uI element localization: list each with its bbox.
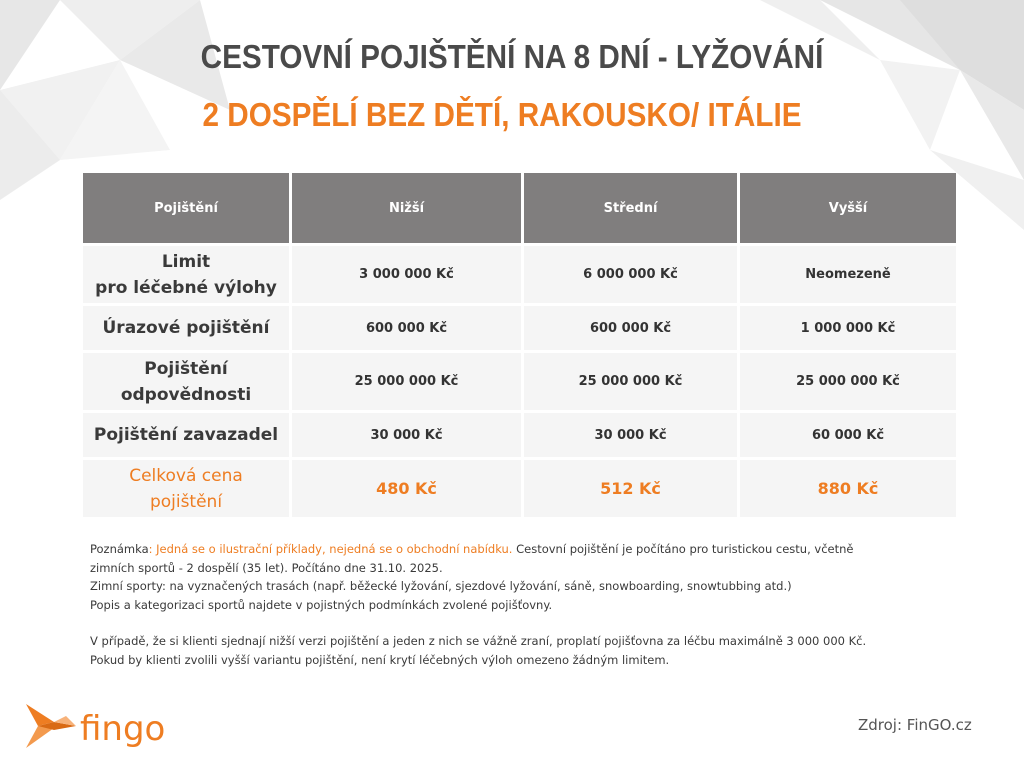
insurance-comparison-table xyxy=(80,170,959,520)
note-line: Pokud by klienti zvolili vyšší variantu pojištění, není krytí léčebných výloh omezeno žádným limitem. xyxy=(90,652,670,667)
source-credit: Zdroj: FinGO.cz xyxy=(858,716,972,734)
header-higher: Vyšší xyxy=(740,173,956,243)
value-lower: 600 000 Kč xyxy=(292,306,521,350)
table-row xyxy=(83,246,956,303)
note-line: V případě, že si klienti sjednají nižší verzi pojištění a jeden z nich se vážně zraní, proplatí pojišťovna za léčbu maximálně 3 000 000 Kč. xyxy=(90,634,867,648)
value-lower: 30 000 Kč xyxy=(292,413,521,457)
table-row xyxy=(83,413,956,457)
note-line: Poznámka: Jedná se o ilustrační příklady, nejedná se o obchodní nabídku. Cestovní pojištění je počítáno pro turistickou cestu, včetně xyxy=(90,542,854,556)
value-middle: 30 000 Kč xyxy=(524,413,737,457)
footnote-text xyxy=(90,540,950,669)
header-middle: Střední xyxy=(524,173,737,243)
note-line: Zimní sporty: na vyznačených trasách (např. běžecké lyžování, sjezdové lyžování, sáně, snowboarding, snowtubbing atd.) xyxy=(90,579,792,593)
table-row xyxy=(83,353,956,410)
note-line: zimních sportů - 2 dospělí (35 let). Počítáno dne 31.10. 2025. xyxy=(90,560,443,575)
table-header-row xyxy=(83,173,956,243)
value-higher: Neomezeně xyxy=(740,246,956,303)
total-lower: 480 Kč xyxy=(292,460,521,517)
row-label: Limit pro léčebné výlohy xyxy=(83,246,289,303)
note-highlight: : Jedná se o ilustrační příklady, nejedná se o obchodní nabídku. xyxy=(148,542,513,556)
value-higher: 25 000 000 Kč xyxy=(740,353,956,410)
fingo-fish-icon xyxy=(26,704,76,748)
total-higher: 880 Kč xyxy=(740,460,956,517)
fingo-logo xyxy=(24,700,194,752)
row-label: Úrazové pojištění xyxy=(83,306,289,350)
value-middle: 6 000 000 Kč xyxy=(524,246,737,303)
total-middle: 512 Kč xyxy=(524,460,737,517)
value-middle: 600 000 Kč xyxy=(524,306,737,350)
note-line: Popis a kategorizaci sportů najdete v pojistných podmínkách zvolené pojišťovny. xyxy=(90,597,553,612)
value-middle: 25 000 000 Kč xyxy=(524,353,737,410)
value-higher: 1 000 000 Kč xyxy=(740,306,956,350)
total-price-row xyxy=(83,460,956,517)
row-label: Pojištění odpovědnosti xyxy=(83,353,289,410)
value-lower: 3 000 000 Kč xyxy=(292,246,521,303)
table-row xyxy=(83,306,956,350)
total-label: Celková cena pojištění xyxy=(83,460,289,517)
header-insurance: Pojištění xyxy=(83,173,289,243)
header-lower: Nižší xyxy=(292,173,521,243)
page-subtitle: 2 DOSPĚLÍ BEZ DĚTÍ, RAKOUSKO/ ITÁLIE xyxy=(202,96,802,133)
logo-wordmark: fingo xyxy=(80,709,166,749)
value-higher: 60 000 Kč xyxy=(740,413,956,457)
value-lower: 25 000 000 Kč xyxy=(292,353,521,410)
page-title: CESTOVNÍ POJIŠTĚNÍ NA 8 DNÍ - LYŽOVÁNÍ xyxy=(200,38,824,75)
row-label: Pojištění zavazadel xyxy=(83,413,289,457)
